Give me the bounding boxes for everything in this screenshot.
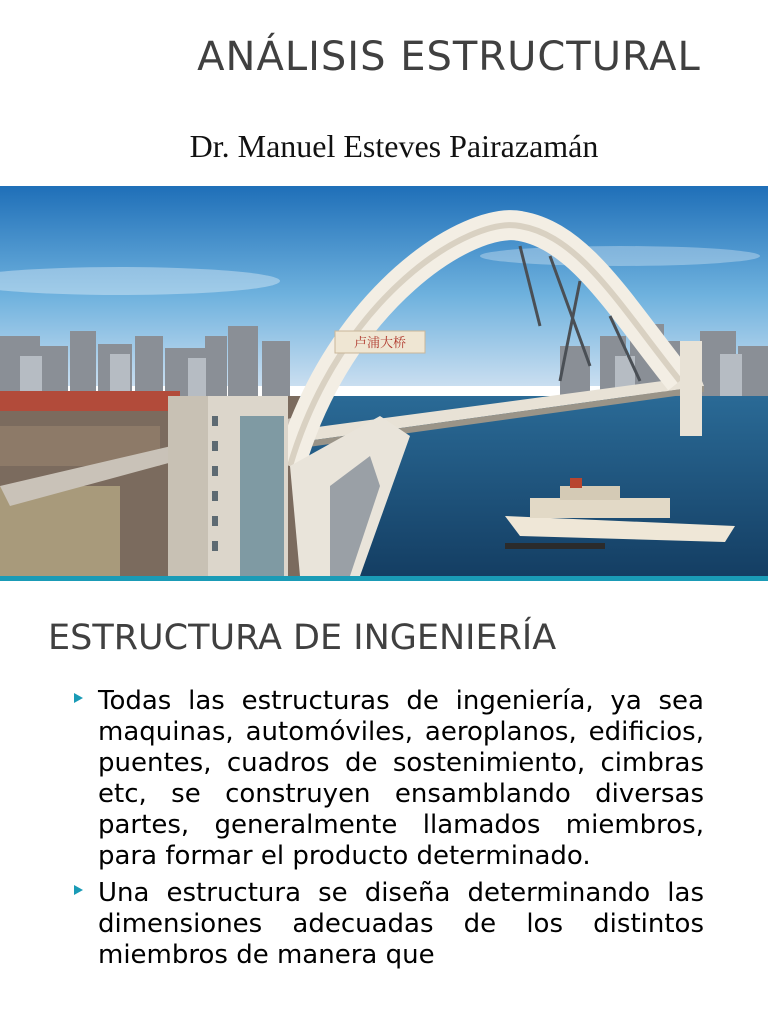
triangle-bullet-icon (74, 885, 83, 895)
bridge-sign: 卢浦大桥 (353, 336, 407, 351)
list-item (70, 686, 704, 872)
bridge-photo (0, 186, 768, 581)
bullet-text: Todas las estructuras de ingeniería, ya sea maquinas, automóviles, aeroplanos, edificios, puentes, cuadros de sostenimiento, cimbras etc, se construyen ensamblando diversas partes, generalmente llamados miembros, para formar el producto determinado. (98, 686, 704, 871)
list-item (70, 878, 704, 971)
triangle-bullet-icon (74, 693, 83, 703)
author-name: Dr. Manuel Esteves Pairazamán (189, 128, 599, 164)
bullet-text: Una estructura se diseña determinando las dimensiones adecuadas de los distintos miembros de manera que (98, 878, 704, 970)
section-title: ESTRUCTURA DE INGENIERÍA (48, 618, 557, 658)
slide-title: ANÁLISIS ESTRUCTURAL (197, 34, 701, 80)
bullet-list (70, 686, 704, 971)
